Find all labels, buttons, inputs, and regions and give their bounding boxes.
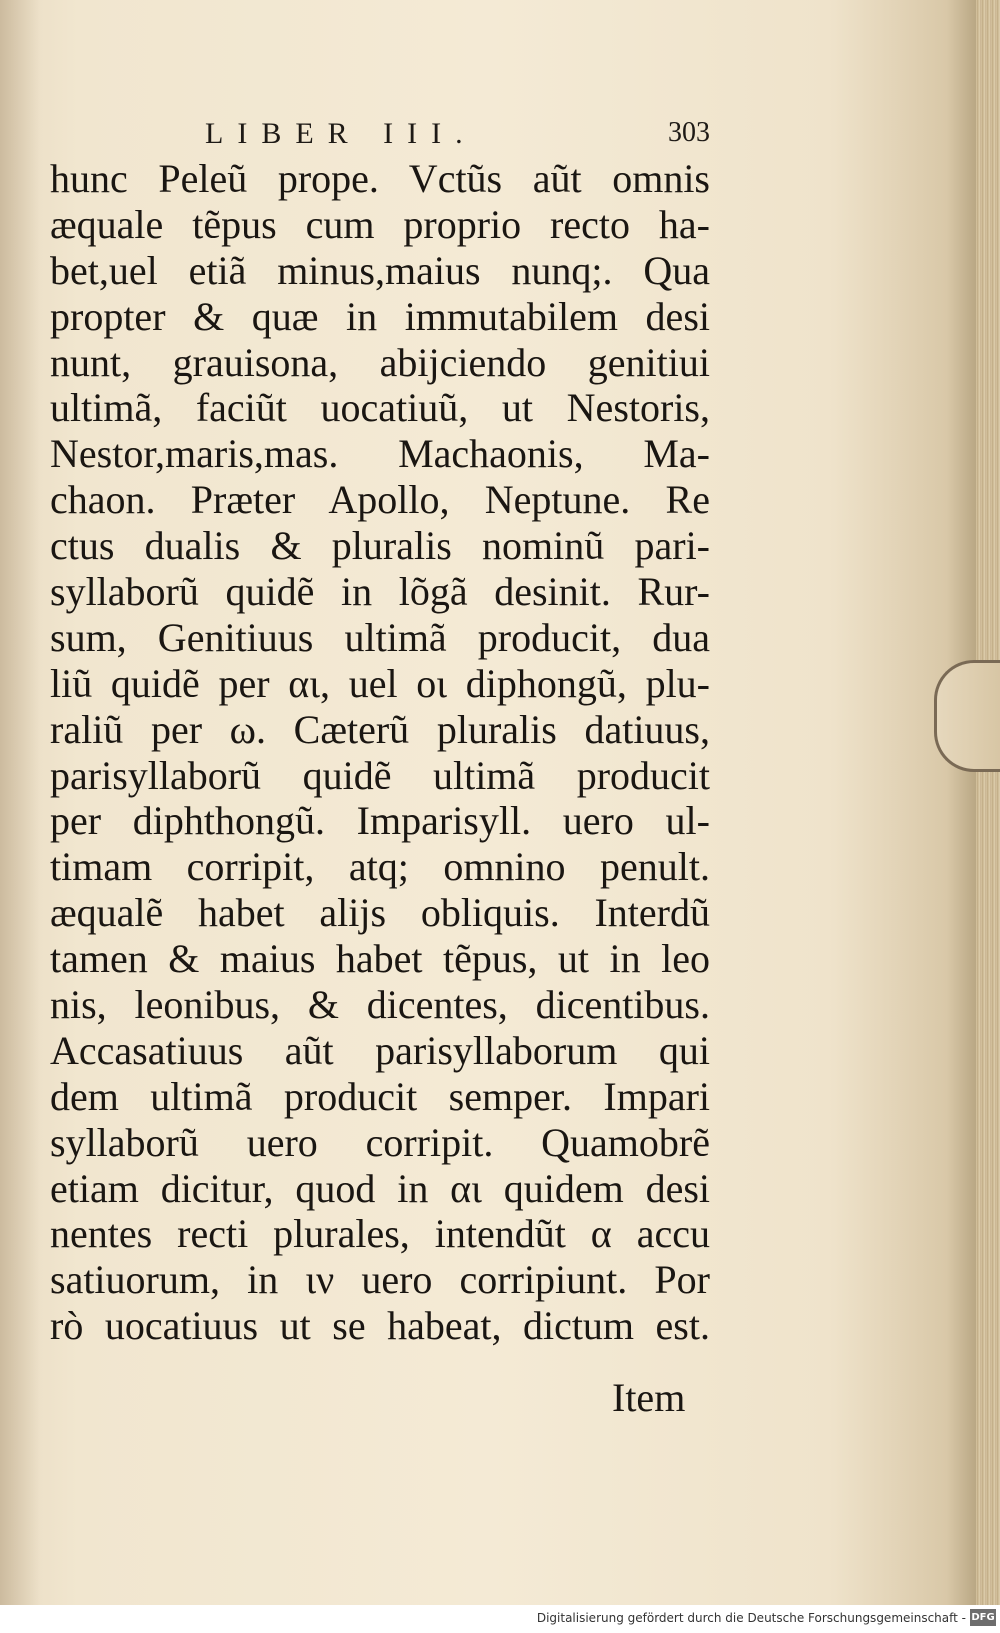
text-line: liũ quidẽ per αι, uel οι diphongũ, plu-: [50, 660, 710, 706]
running-head: LIBER III.: [205, 117, 477, 150]
text-line: parisyllaborũ quidẽ ultimã producit: [50, 752, 710, 798]
text-line: chaon. Præter Apollo, Neptune. Re: [50, 477, 710, 523]
text-line: rò uocatiuus ut se habeat, dictum est.: [50, 1303, 710, 1349]
page-number: 303: [668, 117, 710, 148]
clasp-tab: [934, 660, 1000, 772]
text-line: ctus dualis & pluralis nominũ pari-: [50, 523, 710, 569]
text-line: per diphthongũ. Imparisyll. uero ul-: [50, 798, 710, 844]
catchword: Item: [612, 1375, 686, 1420]
text-line: raliũ per ω. Cæterũ pluralis datiuus,: [50, 706, 710, 752]
page-header: [205, 117, 710, 151]
text-line: Accasatiuus aũt parisyllaborum qui: [50, 1027, 710, 1073]
digitization-credit: Digitalisierung gefördert durch die Deutsche Forschungsgemeinschaft -: [536, 1611, 966, 1625]
text-line: nunt, grauisona, abijciendo genitiui: [50, 339, 710, 385]
text-line: syllaborũ uero corripit. Quamobrẽ: [50, 1119, 710, 1165]
text-line: hunc Peleũ prope. Vctũs aũt omnis: [50, 156, 710, 201]
footer-bar: [0, 1605, 1000, 1633]
text-line: timam corripit, atq; omnino penult.: [50, 844, 710, 890]
text-line: syllaborũ quidẽ in lõgã desinit. Rur-: [50, 569, 710, 615]
text-line: æqualẽ habet alijs obliquis. Interdũ: [50, 890, 710, 936]
text-line: Nestor,maris,mas. Machaonis, Ma-: [50, 431, 710, 477]
body-text: [50, 156, 710, 1349]
text-line: ultimã, faciũt uocatiuũ, ut Nestoris,: [50, 385, 710, 431]
text-line: æquale tẽpus cum proprio recto ha-: [50, 201, 710, 247]
fore-edge: [976, 0, 1000, 1605]
text-line: dem ultimã producit semper. Impari: [50, 1073, 710, 1119]
text-line: nentes recti plurales, intendũt α accu: [50, 1211, 710, 1257]
dfg-logo: DFG: [970, 1609, 996, 1626]
text-line: sum, Genitiuus ultimã producit, dua: [50, 614, 710, 660]
gutter-shadow: [0, 0, 40, 1605]
text-line: tamen & maius habet tẽpus, ut in leo: [50, 936, 710, 982]
text-line: bet,uel etiã minus,maius nunq;. Qua: [50, 247, 710, 293]
text-line: propter & quæ in immutabilem desi: [50, 293, 710, 339]
text-line: satiuorum, in ιν uero corripiunt. Por: [50, 1257, 710, 1303]
text-line: etiam dicitur, quod in αι quidem desi: [50, 1165, 710, 1211]
text-line: nis, leonibus, & dicentes, dicentibus.: [50, 982, 710, 1028]
